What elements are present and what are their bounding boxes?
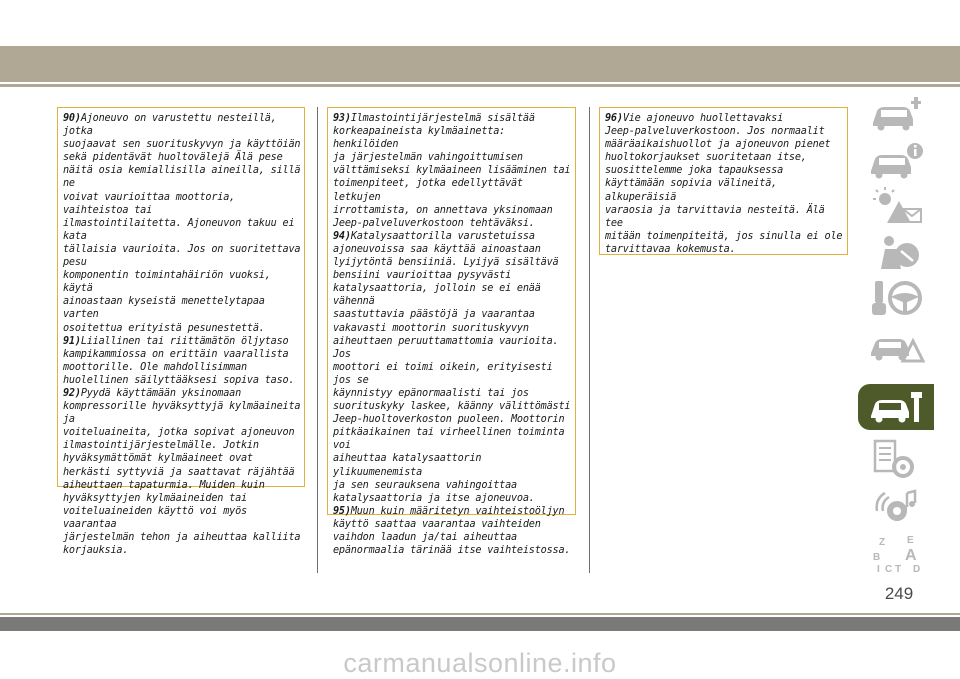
safety-airbag-icon xyxy=(867,231,925,273)
car-dashboard-icon xyxy=(867,93,925,135)
tab-multimedia[interactable] xyxy=(860,484,932,528)
index-letter: C xyxy=(885,564,893,575)
paragraph-91 xyxy=(63,335,301,387)
note-text: Liiallinen tai riittämätön öljytaso kampikammiossa on erittäin vaarallista moottorille. Ole mahdollisimman huolellinen säilyttääksesi sopiva taso. xyxy=(63,335,295,386)
note-number: 95) xyxy=(333,505,351,517)
car-maintenance-icon xyxy=(867,386,925,428)
index-letter: E xyxy=(907,535,914,546)
tab-warning-lights[interactable] xyxy=(860,184,932,228)
multimedia-icon xyxy=(867,485,925,527)
tab-technical-data[interactable] xyxy=(860,436,932,480)
note-number: 91) xyxy=(63,335,81,347)
technical-data-icon xyxy=(867,437,925,479)
tab-dashboard[interactable] xyxy=(860,92,932,136)
index-letter: T xyxy=(895,564,902,575)
page-number: 249 xyxy=(884,584,914,603)
steering-wheel-icon xyxy=(867,277,925,319)
warning-lights-icon xyxy=(867,185,925,227)
tab-safety[interactable] xyxy=(860,230,932,274)
note-number: 90) xyxy=(63,113,81,124)
index-letter: A xyxy=(905,547,917,564)
note-text: Ajoneuvo on varustettu nesteillä, jotka suojaavat sen suorituskyvyn ja käyttöiän sekä pidentävät huoltovälejä Älä pese näitä osia kemiallisilla aineilla, sillä ne voivat vaurioittaa moottoria, vaihteistoa tai ilmastointilaitetta. Ajoneuvon takuu ei kata tällaisia vaurioita. Jos on suoritettava pesu komponentin toimintahäiriön vuoksi, käytä ainoastaan kyseistä menettelytapaa varten osoitettua erityistä pesunestettä. xyxy=(63,113,301,334)
footer-band xyxy=(0,617,960,631)
paragraph-94 xyxy=(333,230,572,505)
note-number: 92) xyxy=(63,387,81,399)
index-icon xyxy=(867,533,925,575)
header-rule xyxy=(0,84,960,87)
car-info-icon xyxy=(867,139,925,181)
emergency-triangle-icon xyxy=(867,323,925,365)
column-divider xyxy=(589,107,590,573)
index-letter: I xyxy=(877,564,880,575)
tab-maintenance[interactable] xyxy=(858,384,934,430)
header-band xyxy=(0,46,960,82)
warning-box-col1 xyxy=(57,107,305,557)
index-letter: D xyxy=(913,564,921,575)
tab-driving[interactable] xyxy=(860,276,932,320)
footer-rule xyxy=(0,613,960,615)
warning-box-col3 xyxy=(599,107,848,255)
paragraph-95 xyxy=(333,505,572,557)
paragraph-93 xyxy=(333,112,572,230)
tab-car-info[interactable] xyxy=(860,138,932,182)
warning-box-col2 xyxy=(327,107,576,557)
note-number: 94) xyxy=(333,230,351,242)
note-text: Vie ajoneuvo huollettavaksi Jeep-palveluverkostoon. Jos normaalit määräaikaishuollot ja ajoneuvon pienet huoltokorjaukset suoritetaan itse, suosittelemme joka tapauksessa käyttämään sopivia välineitä, alkuperäisiä varaosia ja tarvittavia nesteitä. Älä tee mitään toimenpiteitä, jos sinulla ei ole tarvittavaa kokemusta. xyxy=(605,113,843,255)
note-text: Katalysaattorilla varustetuissa ajoneuvoissa saa käyttää ainoastaan lyijytöntä bensiiniä. Lyijyä sisältävä bensiini vaurioittaa pysyvästi katalysaattoria, jolloin se ei enää vähennä saastuttavia päästöjä ja vaarantaa vakavasti moottorin suorituskyvyn aiheuttaen peruuttamattomia vaurioita. Jos moottori ei toimi oikein, erityisesti jos se käynnistyy epänormaalisti tai jos suorituskyky laskee, käänny välittömästi Jeep-huoltoverkoston puoleen. Moottorin pitkäaikainen tai virheellinen toiminta voi aiheuttaa katalysaattorin ylikuumenemista ja sen seurauksena vahingoittaa katalysaattoria ja itse ajoneuvoa. xyxy=(333,230,571,504)
note-text: Ilmastointijärjestelmä sisältää korkeapaineista kylmäainetta: henkilöiden ja järjestelmän vahingoittumisen välttämiseksi kylmäaineen lisääminen tai toimenpiteet, jotka edellyttävät letkujen irrottamista, on annettava yksinomaan Jeep-palveluverkostoon tehtäväksi. xyxy=(333,113,571,229)
note-number: 96) xyxy=(605,113,623,124)
watermark: carmanualsonline.info xyxy=(343,648,617,678)
note-text: Muun kuin määritetyn vaihteistoöljyn käyttö saattaa vaarantaa vaihteiden vaihdon laadun ja/tai aiheuttaa epänormaalia tärinää itse vaihteistossa. xyxy=(333,505,571,557)
tab-emergency[interactable] xyxy=(860,322,932,366)
index-letter: B xyxy=(873,552,881,563)
paragraph-96 xyxy=(605,112,844,256)
tab-index[interactable] xyxy=(860,532,932,576)
column-divider xyxy=(317,107,318,573)
index-letter: Z xyxy=(879,537,886,548)
paragraph-92 xyxy=(63,387,301,557)
paragraph-90 xyxy=(63,112,301,335)
note-text: Pyydä käyttämään yksinomaan kompressorille hyväksyttyjä kylmäaineita ja voiteluaineita, jotka sopivat ajoneuvon ilmastointijärjestelmälle. Jotkin hyväksymättömät kylmäaineet ovat herkästi syttyviä ja saattavat räjähtää aiheuttaen tapaturmia. Muiden kuin hyväksyttyjen kylmäaineiden tai voiteluaineiden käyttö voi myös vaarantaa järjestelmän tehon ja aiheuttaa kalliita korjauksia. xyxy=(63,387,301,557)
note-number: 93) xyxy=(333,113,351,124)
